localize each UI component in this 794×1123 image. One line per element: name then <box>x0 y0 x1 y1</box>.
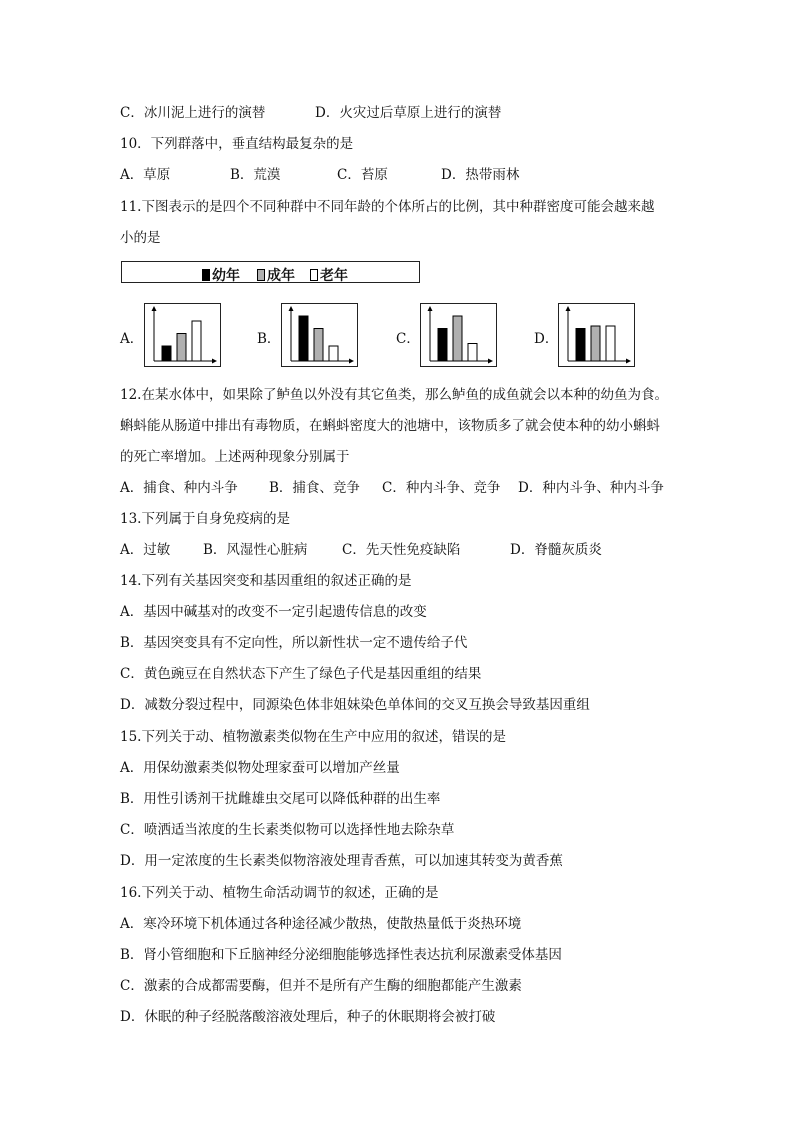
q10-stem: 10．下列群落中，垂直结构最复杂的是 <box>120 136 354 152</box>
q12-stem-line2: 蝌蚪能从肠道中排出有毒物质，在蝌蚪密度大的池塘中，该物质多了就会使本种的幼小蝌蚪 <box>120 418 660 434</box>
q15-option-d: D．用一定浓度的生长素类似物溶液处理青香蕉，可以加速其转变为黄香蕉 <box>120 853 563 869</box>
legend-young-swatch <box>202 269 210 281</box>
bar-old <box>329 346 338 361</box>
legend-young-label: 幼年 <box>212 268 240 284</box>
legend-adult <box>257 265 295 285</box>
chart-d-label: D． <box>534 331 559 347</box>
chart-c <box>420 303 497 367</box>
q12-stem-line3: 的死亡率增加。上述两种现象分别属于 <box>120 449 350 465</box>
bar-adult <box>314 329 323 362</box>
legend-adult-swatch <box>257 269 265 281</box>
q15-option-a: A．用保幼激素类似物处理家蚕可以增加产丝量 <box>120 760 400 776</box>
q9-option-c: C．冰川泥上进行的演替 <box>120 105 266 121</box>
chart-a-label: A． <box>120 331 144 347</box>
bar-adult <box>177 334 186 362</box>
bar-young <box>299 316 308 361</box>
q13-option-b: B．风湿性心脏病 <box>203 542 308 558</box>
chart-legend <box>121 261 420 283</box>
bar-young <box>162 346 171 361</box>
q10-option-a: A．草原 <box>120 167 171 183</box>
q10-option-b: B．荒漠 <box>230 167 281 183</box>
q16-option-a: A．寒冷环境下机体通过各种途径减少散热，使散热量低于炎热环境 <box>120 916 522 932</box>
q11-stem-line1: 11.下图表示的是四个不同种群中不同年龄的个体所占的比例，其中种群密度可能会越来越 <box>120 199 655 215</box>
legend-old-swatch <box>310 269 318 281</box>
bar-adult <box>591 326 600 361</box>
q16-option-c: C．激素的合成都需要酶，但并不是所有产生酶的细胞都能产生激素 <box>120 978 522 994</box>
chart-a <box>144 303 221 367</box>
q15-stem: 15.下列关于动、植物激素类似物在生产中应用的叙述，错误的是 <box>120 729 506 745</box>
q14-option-b: B．基因突变具有不定向性，所以新性状一定不遗传给子代 <box>120 635 468 651</box>
bar-old <box>468 344 477 362</box>
legend-adult-label: 成年 <box>267 268 295 284</box>
q12-option-b: B．捕食、竞争 <box>269 480 360 496</box>
q14-option-d: D．减数分裂过程中，同源染色体非姐妹染色单体间的交叉互换会导致基因重组 <box>120 697 590 713</box>
bar-young <box>576 329 585 362</box>
q9-option-d: D．火灾过后草原上进行的演替 <box>315 105 502 121</box>
q13-option-c: C．先天性免疫缺陷 <box>342 542 461 558</box>
q13-option-d: D．脊髓灰质炎 <box>510 542 602 558</box>
bar-young <box>438 329 447 362</box>
q16-option-b: B．肾小管细胞和下丘脑神经分泌细胞能够选择性表达抗利尿激素受体基因 <box>120 947 562 963</box>
q12-option-c: C．种内斗争、竞争 <box>382 480 501 496</box>
q10-option-c: C．苔原 <box>337 167 388 183</box>
legend-young <box>202 265 240 285</box>
q10-option-d: D．热带雨林 <box>441 167 520 183</box>
q14-option-c: C．黄色豌豆在自然状态下产生了绿色子代是基因重组的结果 <box>120 666 482 682</box>
q13-option-a: A．过敏 <box>120 542 171 558</box>
q12-stem-line1: 12.在某水体中，如果除了鲈鱼以外没有其它鱼类，那么鲈鱼的成鱼就会以本种的幼鱼为食。 <box>120 387 668 403</box>
q13-stem: 13.下列属于自身免疫病的是 <box>120 511 290 527</box>
q14-stem: 14.下列有关基因突变和基因重组的叙述正确的是 <box>120 573 412 589</box>
legend-old-label: 老年 <box>320 268 348 284</box>
q15-option-c: C．喷洒适当浓度的生长素类似物可以选择性地去除杂草 <box>120 822 455 838</box>
q12-option-a: A．捕食、种内斗争 <box>120 480 238 496</box>
bar-adult <box>453 316 462 361</box>
chart-c-label: C． <box>396 331 420 347</box>
bar-old <box>606 326 615 361</box>
q16-stem: 16.下列关于动、植物生命活动调节的叙述，正确的是 <box>120 885 439 901</box>
q16-option-d: D．休眠的种子经脱落酸溶液处理后，种子的休眠期将会被打破 <box>120 1009 496 1025</box>
chart-b-label: B． <box>257 331 281 347</box>
q14-option-a: A．基因中碱基对的改变不一定引起遗传信息的改变 <box>120 604 427 620</box>
q15-option-b: B．用性引诱剂干扰雌雄虫交尾可以降低种群的出生率 <box>120 791 441 807</box>
chart-b <box>281 303 358 367</box>
chart-d <box>558 303 635 367</box>
bar-old <box>192 321 201 361</box>
legend-old <box>310 265 348 285</box>
q12-option-d: D．种内斗争、种内斗争 <box>518 480 664 496</box>
q11-stem-line2: 小的是 <box>120 230 161 246</box>
